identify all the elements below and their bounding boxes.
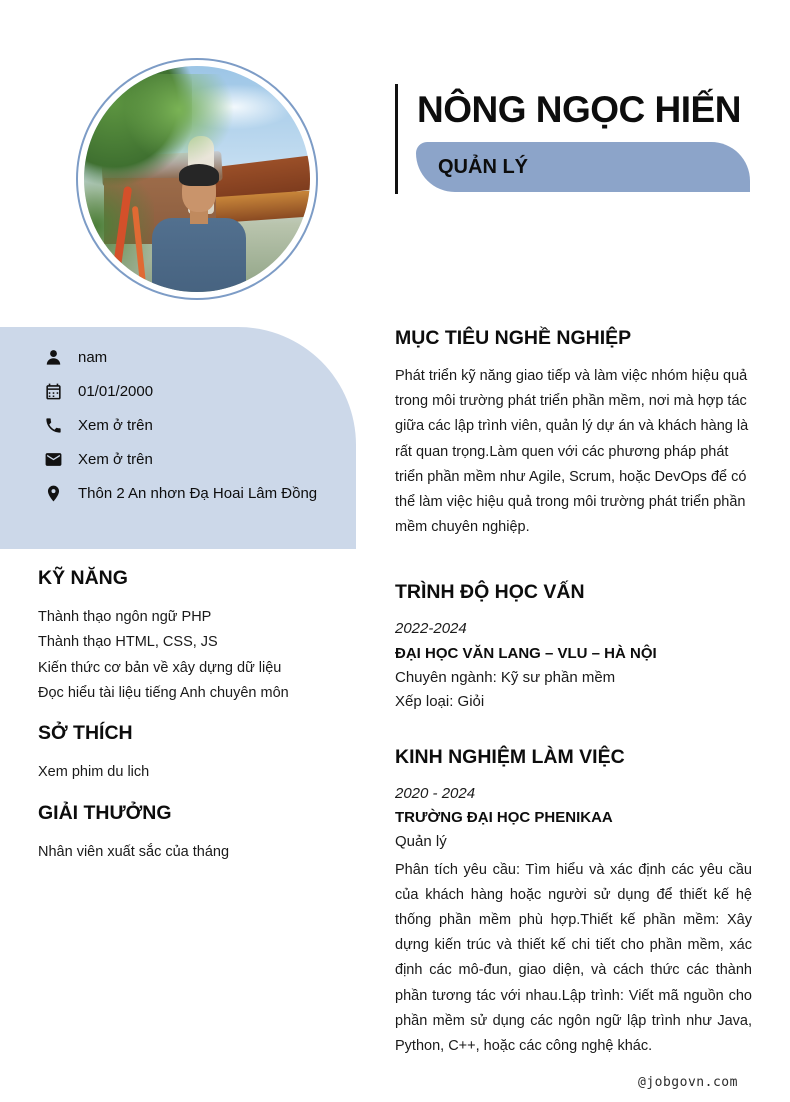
person-name: NÔNG NGỌC HIẾN [417,89,741,130]
skill-item: Đọc hiểu tài liệu tiếng Anh chuyên môn [38,684,289,701]
contact-item-gender [44,347,356,368]
photo-person-hair [179,164,219,186]
experience-role: Quản lý [395,833,447,851]
experience-period: 2020 - 2024 [395,784,476,802]
contact-item-email [44,449,356,470]
skill-item: Thành thạo ngôn ngữ PHP [38,609,212,625]
profile-photo [84,66,310,292]
hobbies-heading: SỞ THÍCH [38,722,133,745]
watermark: @jobgovn.com [638,1075,738,1090]
education-major: Chuyên ngành: Kỹ sư phần mềm [395,669,616,687]
left-column [38,566,344,882]
contact-text: Thôn 2 An nhơn Đạ Hoai Lâm Đồng [78,485,318,502]
job-title-banner [416,142,750,192]
skills-heading: KỸ NĂNG [38,567,128,589]
experience-company: TRƯỜNG ĐẠI HỌC PHENIKAA [395,808,613,826]
education-entry [395,617,752,714]
education-grade: Xếp loại: Giỏi [395,693,485,711]
objective-body: Phát triển kỹ năng giao tiếp và làm việc nhóm hiệu quả trong môi trường phát triển phần mềm, nơi mà hợp tác giữa các lập trình viên, quản lý dự án và khách hàng là rất quan trọng.Làm quen với các phương pháp phát triển phần mềm như Agile, Scrum, hoặc DevOps để có thể làm việc hiệu quả trong môi trường phát triển phần mềm chuyên nghiệp. [395,368,749,536]
skills-list [38,605,344,706]
contact-text: Xem ở trên [78,451,153,468]
name-accent-bar [395,84,398,194]
contact-item-birthdate [44,381,356,402]
job-title: QUẢN LÝ [438,156,528,178]
skill-item: Thành thạo HTML, CSS, JS [38,634,218,651]
contact-box [0,327,356,549]
experience-entry [395,782,752,1060]
location-icon [44,484,63,503]
contact-text: Xem ở trên [78,417,153,434]
person-icon [44,348,63,367]
education-heading: TRÌNH ĐỘ HỌC VẤN [395,581,585,604]
awards-heading: GIẢI THƯỞNG [38,802,172,825]
photo-person-shirt [152,218,246,292]
objective-heading: MỤC TIÊU NGHỀ NGHIỆP [395,327,632,349]
skill-item: Kiến thức cơ bản về xây dựng dữ liệu [38,659,282,676]
profile-photo-ring [76,58,318,300]
photo-foliage [114,74,244,164]
contact-text: 01/01/2000 [78,383,154,400]
award-item: Nhân viên xuất sắc của tháng [38,844,230,861]
phone-icon [44,416,63,435]
right-column [395,326,752,1059]
education-period: 2022-2024 [395,620,467,638]
experience-heading: KINH NGHIỆM LÀM VIỆC [395,745,625,768]
experience-body: Phân tích yêu cầu: Tìm hiểu và xác định các yêu cầu của khách hàng hoặc người sử dụng để thiết kế hệ thống phần mềm phù hợp.Thiết kế phần mềm: Xây dựng kiến trúc và thiết kế chi tiết cho phần mềm, xác định các mô-đun, giao diện, và cách thức các thành phần tương tác với nhau.Lập trình: Viết mã nguồn cho phần mềm sử dụng các ngôn ngữ lập trình như Java, Python, C++, hoặc các công nghệ khác. [395,861,752,1054]
email-icon [44,450,63,469]
hobby-item: Xem phim du lich [38,764,150,781]
contact-item-address [44,483,356,504]
contact-item-phone [44,415,356,436]
education-school: ĐẠI HỌC VĂN LANG – VLU – HÀ NỘI [395,644,657,662]
contact-text: nam [78,349,108,366]
calendar-icon [44,382,63,401]
